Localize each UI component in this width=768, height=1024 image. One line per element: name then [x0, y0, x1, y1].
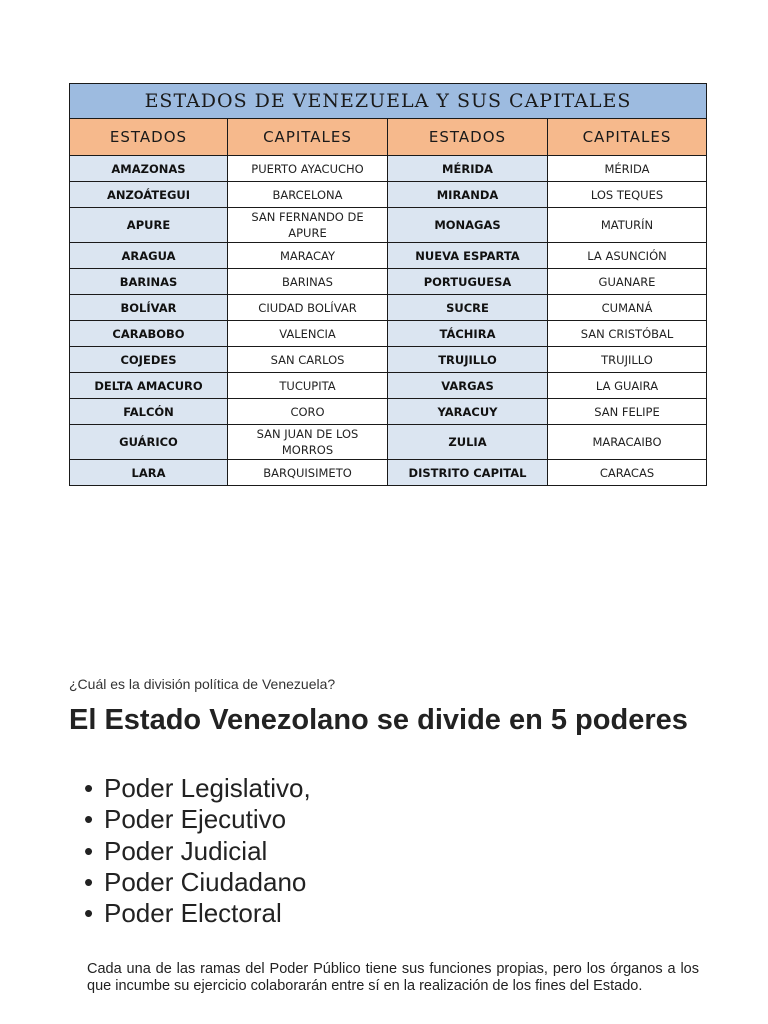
list-item	[84, 867, 311, 898]
capital-cell: SAN FELIPE	[548, 399, 707, 425]
capital-cell: VALENCIA	[228, 321, 388, 347]
section-heading: El Estado Venezolano se divide en 5 poderes	[69, 704, 688, 736]
table-row	[70, 156, 707, 182]
table-row	[70, 182, 707, 208]
capital-cell: TRUJILLO	[548, 347, 707, 373]
state-cell: MÉRIDA	[388, 156, 548, 182]
state-cell: SUCRE	[388, 295, 548, 321]
power-label: Poder Ejecutivo	[104, 804, 287, 835]
states-capitals-table	[69, 83, 707, 486]
list-item	[84, 898, 311, 929]
state-cell: FALCÓN	[70, 399, 228, 425]
state-cell: DISTRITO CAPITAL	[388, 460, 548, 486]
state-cell: VARGAS	[388, 373, 548, 399]
state-cell: LARA	[70, 460, 228, 486]
power-label: Poder Judicial	[104, 835, 268, 866]
question-text: ¿Cuál es la división política de Venezuela?	[69, 676, 336, 692]
state-cell: YARACUY	[388, 399, 548, 425]
list-item	[84, 836, 311, 867]
state-cell: BARINAS	[70, 269, 228, 295]
state-cell: APURE	[70, 208, 228, 243]
state-cell: PORTUGUESA	[388, 269, 548, 295]
bullet-icon: •	[84, 835, 94, 866]
capital-cell: PUERTO AYACUCHO	[228, 156, 388, 182]
bullet-icon: •	[84, 804, 94, 835]
capital-cell: CORO	[228, 399, 388, 425]
capital-cell: SAN FERNANDO DE APURE	[228, 208, 388, 243]
column-header-capitales-1: CAPITALES	[228, 119, 388, 156]
capital-cell: CIUDAD BOLÍVAR	[228, 295, 388, 321]
capital-cell: MATURÍN	[548, 208, 707, 243]
state-cell: GUÁRICO	[70, 425, 228, 460]
bullet-icon: •	[84, 773, 94, 803]
table-row	[70, 321, 707, 347]
state-cell: TÁCHIRA	[388, 321, 548, 347]
capital-cell: MARACAIBO	[548, 425, 707, 460]
table-row	[70, 243, 707, 269]
table-row	[70, 399, 707, 425]
capital-cell: BARQUISIMETO	[228, 460, 388, 486]
bullet-icon: •	[84, 898, 94, 929]
capital-cell: CUMANÁ	[548, 295, 707, 321]
column-header-capitales-2: CAPITALES	[548, 119, 707, 156]
capital-cell: LA GUAIRA	[548, 373, 707, 399]
state-cell: MIRANDA	[388, 182, 548, 208]
table-title: ESTADOS DE VENEZUELA Y SUS CAPITALES	[70, 84, 707, 119]
state-cell: BOLÍVAR	[70, 295, 228, 321]
power-label: Poder Legislativo,	[104, 773, 311, 803]
states-capitals-table-image	[69, 83, 706, 486]
list-item	[84, 804, 311, 835]
capital-cell: GUANARE	[548, 269, 707, 295]
list-item	[84, 773, 311, 804]
capital-cell: MÉRIDA	[548, 156, 707, 182]
column-header-estados-2: ESTADOS	[388, 119, 548, 156]
table-row	[70, 373, 707, 399]
capital-cell: LOS TEQUES	[548, 182, 707, 208]
body-paragraph: Cada una de las ramas del Poder Público tiene sus funciones propias, pero los órganos a los que incumbe su ejercicio colaborarán entre sí en la realización de los fines del Estado.	[87, 961, 699, 994]
capital-cell: SAN JUAN DE LOS MORROS	[228, 425, 388, 460]
state-cell: NUEVA ESPARTA	[388, 243, 548, 269]
capital-cell: BARINAS	[228, 269, 388, 295]
capital-cell: SAN CARLOS	[228, 347, 388, 373]
table-row	[70, 347, 707, 373]
power-label: Poder Ciudadano	[104, 866, 307, 897]
table-row	[70, 269, 707, 295]
capital-cell: LA ASUNCIÓN	[548, 243, 707, 269]
capital-cell: TUCUPITA	[228, 373, 388, 399]
state-cell: ANZOÁTEGUI	[70, 182, 228, 208]
power-label: Poder Electoral	[104, 898, 282, 929]
state-cell: DELTA AMACURO	[70, 373, 228, 399]
state-cell: COJEDES	[70, 347, 228, 373]
state-cell: ARAGUA	[70, 243, 228, 269]
state-cell: MONAGAS	[388, 208, 548, 243]
state-cell: ZULIA	[388, 425, 548, 460]
capital-cell: CARACAS	[548, 460, 707, 486]
capital-cell: BARCELONA	[228, 182, 388, 208]
table-row	[70, 460, 707, 486]
capital-cell: MARACAY	[228, 243, 388, 269]
table-row	[70, 425, 707, 460]
capital-cell: SAN CRISTÓBAL	[548, 321, 707, 347]
powers-list	[84, 773, 311, 929]
table-row	[70, 208, 707, 243]
bullet-icon: •	[84, 866, 94, 897]
table-row	[70, 295, 707, 321]
state-cell: CARABOBO	[70, 321, 228, 347]
column-header-estados-1: ESTADOS	[70, 119, 228, 156]
state-cell: AMAZONAS	[70, 156, 228, 182]
state-cell: TRUJILLO	[388, 347, 548, 373]
